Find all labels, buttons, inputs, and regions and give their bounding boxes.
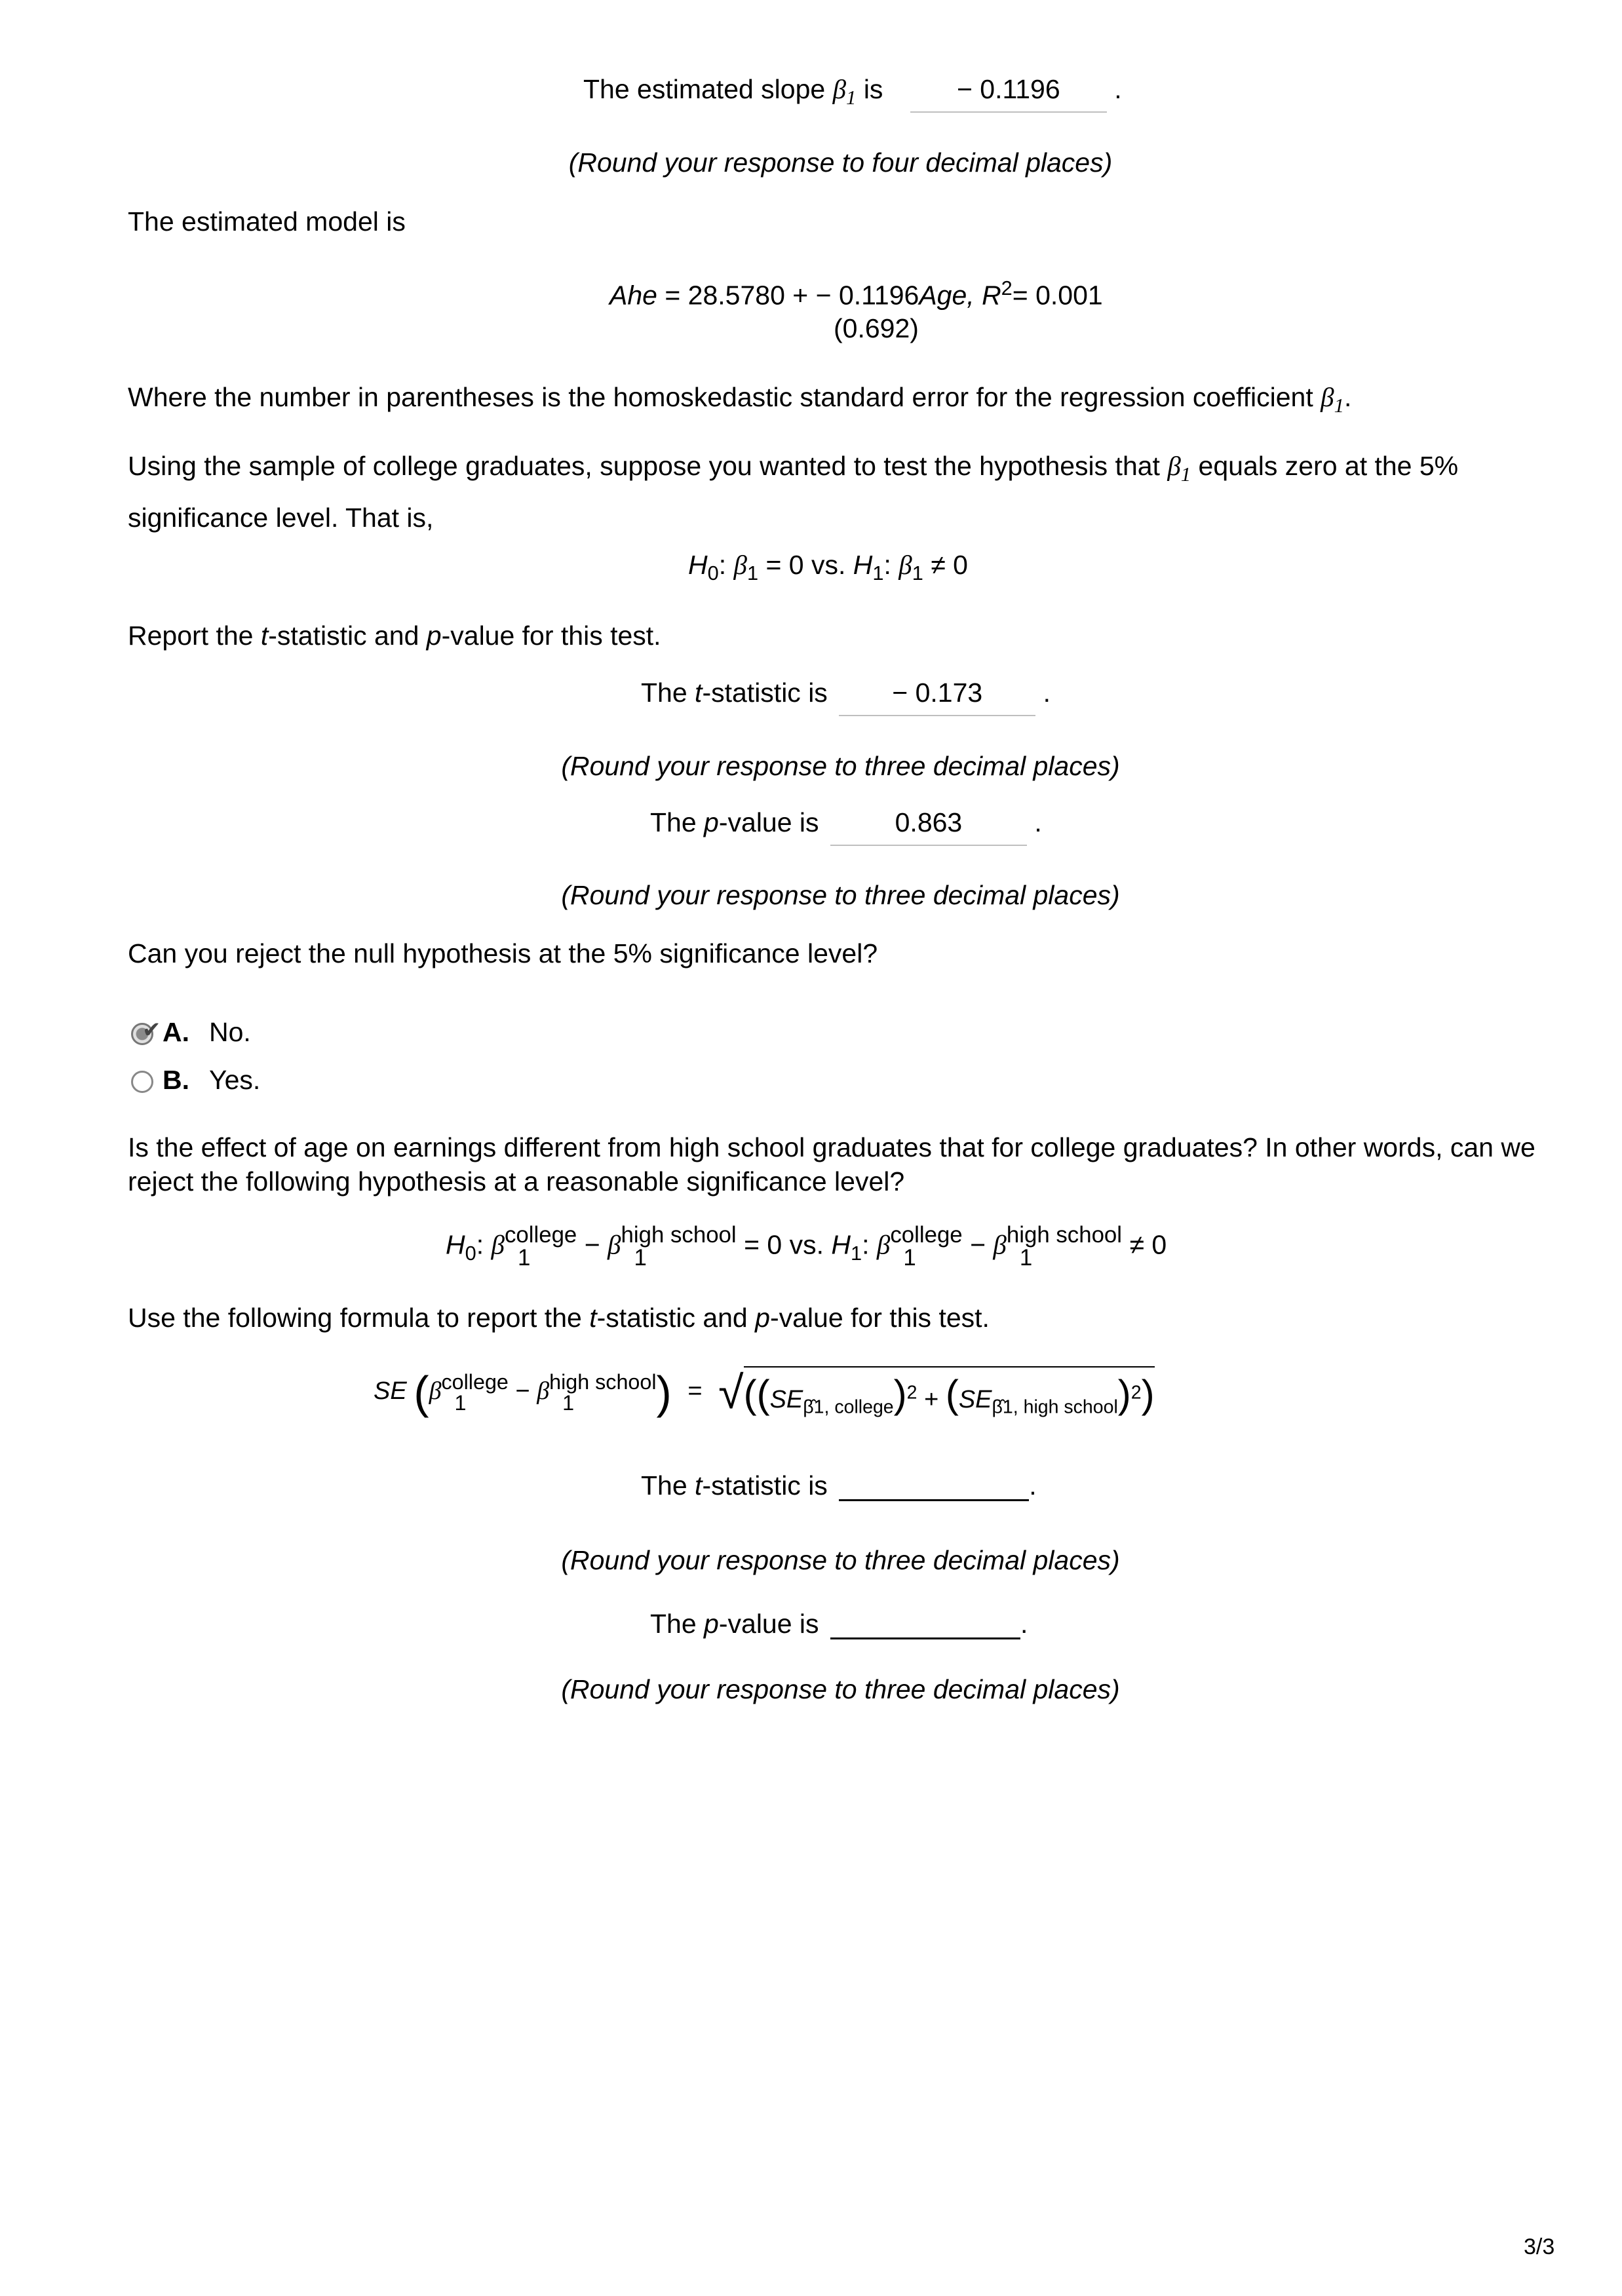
pval2-post: -value is: [718, 1609, 819, 1639]
beta-glyph: β: [491, 1229, 505, 1260]
se-label: SE: [769, 1386, 803, 1414]
pval-post: -value is: [718, 807, 819, 837]
beta-high-school: [621, 1224, 736, 1270]
se-formula: SE (β college 1 − β high school 1 ) = $√((SE_{\betâ1, college})^2 + (SE_{\betâ1, high school})^2)$: [374, 1367, 1155, 1418]
open-paren: (: [414, 1367, 429, 1418]
tstat2-line: [641, 1470, 1037, 1501]
slope-line: [583, 73, 1122, 113]
t-symbol: t: [695, 678, 703, 708]
pval-pre: The: [650, 807, 705, 837]
report-pre: Report the: [128, 621, 261, 651]
t-symbol: t: [260, 621, 269, 651]
radio-a[interactable]: [131, 1017, 161, 1045]
effect-q-1: Is the effect of age on earnings different from high school graduates that for college graduates? In other words, can we: [128, 1132, 1535, 1162]
beta-1: [1167, 451, 1191, 486]
p-symbol: p: [704, 1609, 719, 1639]
model-lhs: Ahe: [609, 280, 657, 311]
h1-sub: 1: [872, 562, 884, 585]
r2-exponent: 2: [1001, 277, 1013, 299]
beta-glyph: β: [1167, 451, 1181, 481]
pval-round-note: (Round your response to three decimal places): [561, 880, 1120, 910]
paren-r: ): [893, 1372, 907, 1417]
one-sub: 1: [454, 1391, 467, 1415]
option-b-label: Yes.: [209, 1065, 261, 1095]
tstat-round-note: (Round your response to three decimal places): [561, 751, 1120, 781]
tstat2-post: -statistic is: [702, 1470, 828, 1501]
hypothesis-paragraph: [128, 444, 1458, 539]
checkmark-icon: ✔: [142, 1017, 161, 1044]
where-text: [128, 381, 1351, 417]
beta-glyph: β: [608, 1229, 621, 1260]
squared: 2: [1130, 1382, 1142, 1404]
h0-equation: $H_0$: $\beta_1 = 0$ vs. $H_1$: $\beta_1 \ne 0$: [688, 550, 968, 585]
formula-mid: -statistic and: [596, 1303, 756, 1333]
beta-glyph: β: [993, 1229, 1007, 1260]
beta-sub: 1: [846, 86, 857, 109]
period: .: [1029, 1470, 1037, 1501]
model-equation: [609, 277, 1103, 311]
beta-college: [890, 1224, 962, 1270]
report-post: -value for this test.: [441, 621, 661, 651]
beta-glyph: β: [1321, 382, 1334, 412]
se-label: SE: [958, 1386, 992, 1414]
beta-hat-1: [1321, 382, 1344, 417]
hypo-text-1: Using the sample of college graduates, suppose you wanted to test the hypothesis that: [128, 451, 1160, 481]
beta-sub: 1: [746, 562, 759, 585]
hs-sup: high school: [1006, 1222, 1123, 1248]
beta-sub: 1: [912, 562, 923, 585]
sqrt-content: [744, 1366, 1155, 1419]
period: .: [1043, 678, 1051, 708]
beta-glyph: β: [429, 1377, 442, 1406]
where-sentence: Where the number in parentheses is the homoskedastic standard error for the regression coefficient: [128, 382, 1313, 412]
option-a-letter: A.: [163, 1017, 189, 1047]
beta-glyph: β: [733, 550, 747, 580]
pval2-line: [650, 1609, 1028, 1639]
model-rhs: = 28.5780 + − 0.1196: [657, 280, 919, 311]
pval-answer-field[interactable]: 0.863: [830, 807, 1027, 846]
report-mid: -statistic and: [268, 621, 427, 651]
beta-glyph: β: [537, 1377, 550, 1406]
one-sub: 1: [1019, 1244, 1033, 1271]
one-sub: 1: [634, 1244, 647, 1271]
h0-equation-2: $H_0$: β college 1 − β high school 1 = 0 vs. $H_1$: β college 1 − β high school 1 ≠ 0: [446, 1222, 1167, 1271]
equals: =: [687, 1377, 703, 1406]
tstat2-pre: The: [641, 1470, 695, 1501]
beta-college: [442, 1371, 509, 1414]
slope-label: The estimated slope: [583, 74, 826, 104]
pval2-answer-field[interactable]: [830, 1611, 1020, 1639]
beta-college: [505, 1224, 577, 1270]
squared: 2: [906, 1382, 917, 1404]
college-sup: college: [890, 1222, 963, 1248]
r2-value: = 0.001: [1012, 280, 1103, 311]
model-se: (0.692): [834, 313, 919, 343]
r2-label: R: [982, 280, 1001, 311]
t-symbol: t: [589, 1303, 597, 1333]
effect-q-2: reject the following hypothesis at a reasonable significance level?: [128, 1166, 905, 1196]
h0-label: H: [688, 550, 708, 580]
formula-pre: Use the following formula to report the: [128, 1303, 590, 1333]
sqrt-icon: √: [718, 1367, 744, 1418]
h0-end: ≠ 0: [923, 550, 968, 580]
effect-question: [128, 1130, 1535, 1198]
period: .: [1020, 1609, 1028, 1639]
p-symbol: p: [426, 621, 442, 651]
h1-sub: 1: [850, 1241, 862, 1265]
period: .: [1343, 382, 1352, 412]
beta-sub: 1: [1180, 463, 1191, 486]
tstat-post: -statistic is: [702, 678, 828, 708]
option-a-label: No.: [209, 1017, 251, 1047]
tstat-line: [641, 678, 1051, 716]
option-a[interactable]: [131, 1017, 251, 1048]
h0-2-end: ≠ 0: [1122, 1229, 1167, 1260]
college-sup: college: [441, 1369, 509, 1394]
beta-glyph: β: [832, 74, 847, 104]
slope-period: .: [1114, 74, 1122, 104]
h0-sub: 0: [465, 1241, 476, 1265]
beta-high-school: [1007, 1224, 1122, 1270]
model-intro: The estimated model is: [128, 206, 406, 237]
one-sub: 1: [517, 1244, 531, 1271]
se-college-sub: β̂1, college: [803, 1396, 894, 1418]
se-hs-sub: β̂1, high school: [992, 1396, 1118, 1418]
tstat2-answer-field[interactable]: [839, 1473, 1029, 1501]
formula-text: [128, 1303, 990, 1333]
h0-2-mid: = 0 vs.: [736, 1229, 832, 1260]
pval-line: [650, 807, 1042, 846]
pval2-round-note: (Round your response to three decimal places): [561, 1674, 1120, 1704]
formula-post: -value for this test.: [769, 1303, 990, 1333]
paren-l: (: [945, 1372, 959, 1417]
beta-sub: 1: [1334, 394, 1344, 417]
close-paren: ): [656, 1367, 672, 1418]
slope-round-note: (Round your response to four decimal places): [568, 147, 1113, 178]
option-b[interactable]: [131, 1065, 260, 1096]
slope-is: is: [863, 74, 883, 104]
hypo-text-3: significance level. That is,: [128, 503, 434, 533]
option-b-letter: B.: [163, 1065, 189, 1095]
report-text: [128, 621, 661, 651]
college-sup: college: [504, 1222, 577, 1248]
reject-question: Can you reject the null hypothesis at the 5% significance level?: [128, 938, 878, 968]
p-symbol: p: [755, 1303, 770, 1333]
one-sub: 1: [562, 1391, 575, 1415]
p-symbol: p: [704, 807, 719, 837]
h1-label: H: [853, 550, 873, 580]
radio-b[interactable]: [131, 1071, 153, 1093]
model-age: Age,: [919, 280, 975, 311]
paren-r: ): [1141, 1372, 1155, 1417]
slope-answer-field[interactable]: − 0.1196: [910, 74, 1107, 113]
page-number: 3/3: [1524, 2234, 1555, 2259]
t-symbol: t: [695, 1470, 703, 1501]
period: .: [1034, 807, 1042, 837]
h0-label: H: [446, 1229, 465, 1260]
se-label: SE: [374, 1377, 407, 1406]
paren-l: ((: [743, 1372, 770, 1417]
h0-sub: 0: [707, 562, 719, 585]
hypo-text-2: equals zero at the 5%: [1198, 451, 1459, 481]
plus: +: [924, 1386, 939, 1414]
beta-glyph: β: [898, 550, 912, 580]
tstat2-round-note: (Round your response to three decimal places): [561, 1545, 1120, 1575]
beta-glyph: β: [876, 1229, 891, 1260]
one-sub: 1: [903, 1244, 916, 1271]
hs-sup: high school: [549, 1369, 657, 1394]
hs-sup: high school: [621, 1222, 737, 1248]
h1-label: H: [831, 1229, 851, 1260]
h0-mid: = 0 vs.: [758, 550, 853, 580]
tstat-pre: The: [641, 678, 695, 708]
pval2-pre: The: [650, 1609, 705, 1639]
tstat-answer-field[interactable]: − 0.173: [839, 678, 1035, 716]
beta-high-school: [549, 1371, 656, 1414]
beta-hat-symbol: [832, 74, 857, 109]
paren-r: ): [1117, 1372, 1131, 1417]
